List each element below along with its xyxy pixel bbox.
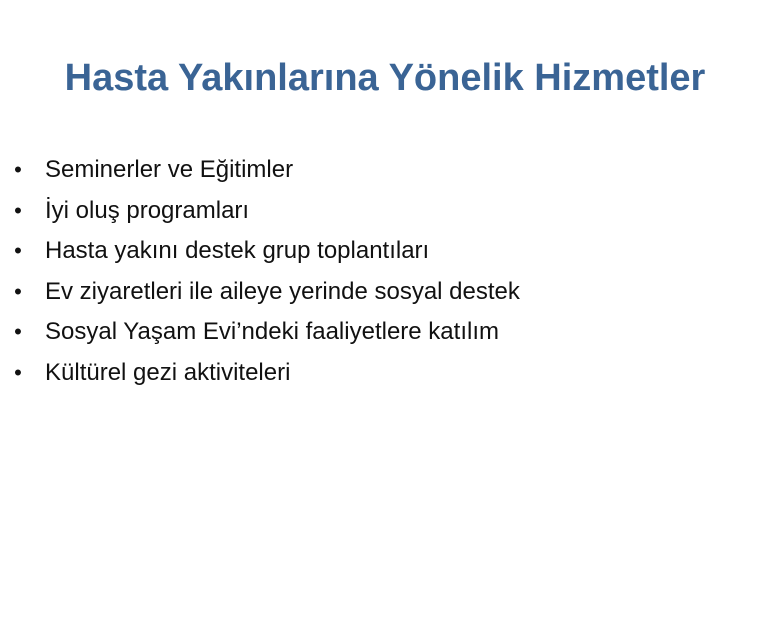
bullet-icon: • <box>14 278 22 304</box>
slide-title: Hasta Yakınlarına Yönelik Hizmetler <box>64 57 706 99</box>
bullet-icon: • <box>14 238 22 263</box>
bullet-icon: • <box>14 319 22 344</box>
bullet-icon: • <box>14 359 22 385</box>
bullet-list <box>0 150 760 393</box>
bullet-text: Kültürel gezi aktiviteleri <box>45 358 291 386</box>
bullet-icon: • <box>14 197 22 223</box>
bullet-item-seminars <box>0 150 760 191</box>
bullet-item-social-life-house <box>0 312 760 353</box>
bullet-item-support-groups <box>0 231 760 272</box>
bullet-text: İyi oluş programları <box>45 196 250 224</box>
bullet-icon: • <box>14 157 22 182</box>
bullet-text: Hasta yakını destek grup toplantıları <box>45 237 430 264</box>
bullet-text: Sosyal Yaşam Evi’ndeki faaliyetlere katılım <box>45 318 499 345</box>
bullet-item-cultural-trips <box>0 353 760 394</box>
bullet-item-home-visits <box>0 272 760 313</box>
bullet-text: Seminerler ve Eğitimler <box>45 156 294 183</box>
bullet-item-wellbeing <box>0 191 760 232</box>
bullet-text: Ev ziyaretleri ile aileye yerinde sosyal destek <box>45 277 520 305</box>
